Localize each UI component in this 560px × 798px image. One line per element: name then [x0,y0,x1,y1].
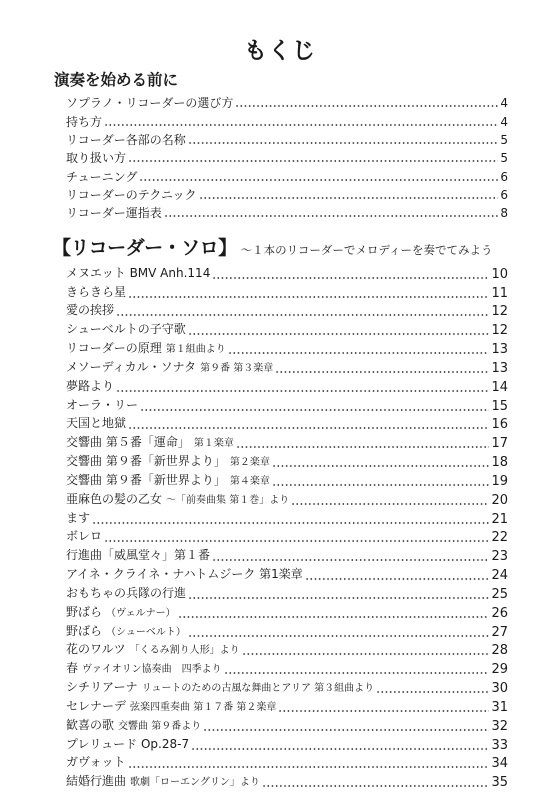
toc-entry-title [66,96,233,110]
page-number: 24 [491,568,508,584]
section-heading-recorder-solo [52,233,492,260]
toc-entry-label: セレナーデ [66,698,127,713]
toc-entry-title [66,435,234,451]
toc-entry[interactable] [66,621,508,640]
toc-entry-note: 第９番 第３楽章 [200,362,274,374]
page-number: 34 [491,756,508,772]
page-number: 8 [500,206,508,221]
toc-entry[interactable] [66,602,508,621]
page-number: 19 [491,473,508,489]
toc-entry[interactable] [66,451,508,470]
toc-entry[interactable] [66,527,508,546]
dot-leader [128,296,489,298]
dot-leader [128,160,498,162]
toc-entry[interactable] [66,202,508,220]
toc-entry-title [66,642,240,658]
toc-entry-label: 歓喜の歌 [66,717,115,732]
page-number: 22 [491,530,508,546]
dot-leader [272,484,490,486]
toc-entry[interactable] [66,414,508,433]
dot-leader [139,179,498,181]
page-number: 4 [500,114,508,129]
page-number: 12 [491,304,508,320]
dot-leader [188,333,490,335]
toc-entry-title [66,115,102,129]
dot-leader [376,691,489,693]
toc-entry-title [66,661,222,677]
page-number: 21 [491,511,508,527]
toc-entry-title [66,206,162,220]
section-subheading: 〜１本のリコーダーでメロディーを奏でてみよう [240,243,493,257]
dot-leader [291,503,489,505]
dot-leader [128,427,489,429]
toc-entry-title [66,680,374,696]
toc-entry[interactable] [66,147,508,165]
page-number: 10 [491,266,508,282]
toc-entry-label: リコーダー各部の名称 [66,132,186,147]
page-title: もくじ [244,38,316,64]
toc-entry-note: 第１組曲より [165,344,226,356]
toc-entry-title [66,133,186,147]
dot-leader [203,729,489,731]
page-number: 30 [491,681,508,697]
dot-leader [305,578,490,580]
toc-entry[interactable] [66,282,508,301]
toc-entry[interactable] [66,771,508,790]
toc-entry-title [66,285,126,301]
toc-entry[interactable] [66,677,508,696]
page-number: 14 [491,379,508,395]
dot-leader [104,540,489,542]
page-number: 23 [491,549,508,565]
toc-entry-note: 交響曲 第９番より [118,720,202,732]
page-number: 25 [491,586,508,602]
toc-entry-label: 愛の挨拶 [66,303,115,318]
toc-entry-label: 野ばら [66,623,103,638]
page-number: 35 [491,775,508,791]
dot-leader [242,653,490,655]
toc-list-before-playing [66,92,508,220]
toc-entry-title [66,529,102,545]
toc-entry-label: 結婚行進曲 [66,774,127,789]
page-number: 15 [491,398,508,414]
toc-entry-label: 天国と地獄 [66,416,127,431]
toc-entry-label: プレリュード Op.28-7 [66,736,190,751]
toc-entry-note: 弦楽四重奏曲 第１７番 第２楽章 [130,701,277,713]
toc-entry-label: 交響曲 第９番「新世界より」 [66,454,226,469]
dot-leader [212,277,489,279]
page-number: 18 [491,455,508,471]
toc-entry-label: チューニング [66,169,138,184]
toc-entry-label: リコーダーの原理 [66,341,162,356]
toc-entry-label: 交響曲 第５番「運命」 [66,435,190,450]
toc-entry-label: ます [66,510,91,525]
toc-entry[interactable] [66,129,508,147]
page-number: 6 [500,169,508,184]
toc-entry-title [66,454,270,470]
toc-entry-title [66,492,289,508]
toc-entry-title [66,303,114,319]
toc-entry-title [66,511,90,527]
toc-entry-title [66,737,189,753]
page-number: 29 [491,662,508,678]
toc-entry[interactable] [66,489,508,508]
toc-entry[interactable] [66,376,508,395]
page-number: 12 [491,323,508,339]
toc-entry-label: 春 [66,661,79,676]
dot-leader [178,616,490,618]
dot-leader [262,785,490,787]
toc-entry[interactable] [66,301,508,320]
toc-entry-label: アイネ・クライネ・ナハトムジーク 第1楽章 [66,567,303,582]
dot-leader [275,371,489,373]
toc-entry-title [66,188,197,202]
toc-entry-title [66,151,126,165]
page-number: 31 [491,699,508,715]
page-number: 32 [491,718,508,734]
dot-leader [92,522,489,524]
section-heading-title: 【リコーダー・ソロ】 [52,237,237,259]
dot-leader [140,409,489,411]
page-number: 33 [491,737,508,753]
dot-leader [164,215,499,217]
toc-entry-note: （シューベルト） [106,626,186,638]
page-number: 11 [491,285,508,301]
toc-entry-title [66,605,176,621]
toc-entry-note: ヴァイオリン協奏曲 四季より [82,664,222,676]
toc-entry[interactable] [66,92,508,110]
toc-entry-title [66,416,126,432]
toc-entry-title [66,774,260,790]
toc-entry-label: オーラ・リー [66,397,139,412]
toc-entry[interactable] [66,696,508,715]
dot-leader [278,710,489,712]
toc-entry[interactable] [66,734,508,753]
toc-entry[interactable] [66,583,508,602]
toc-entry[interactable] [66,753,508,772]
dot-leader [128,766,490,768]
toc-entry[interactable] [66,338,508,357]
toc-entry-title [66,624,186,640]
page-number: 16 [491,417,508,433]
page-number: 4 [500,96,508,111]
section-heading-before-playing: 演奏を始める前に [54,71,179,89]
dot-leader [224,672,490,674]
page-number: 28 [491,643,508,659]
toc-entry-note: 〜「前奏曲集 第１巻」より [166,494,290,506]
page-number: 6 [500,187,508,202]
toc-entry[interactable] [66,357,508,376]
toc-entry-note: 「くるみ割り人形」より [129,645,240,657]
page-number: 5 [500,132,508,147]
toc-entry[interactable] [66,395,508,414]
dot-leader [212,559,489,561]
page-number: 27 [491,624,508,640]
toc-entry-note: 第１楽章 [193,438,234,450]
toc-entry-label: おもちゃの兵隊の行進 [66,585,187,600]
toc-entry[interactable] [66,658,508,677]
page-number: 5 [500,151,508,166]
dot-leader [235,105,498,107]
toc-entry-label: シューベルトの子守歌 [66,322,186,337]
dot-leader [228,352,490,354]
toc-entry-title [66,755,126,771]
page-number: 13 [491,360,508,376]
page-number: 17 [491,436,508,452]
dot-leader [104,124,498,126]
toc-entry-title [66,548,210,564]
toc-entry-label: 野ばら [66,604,103,619]
toc-entry-title [66,322,186,338]
toc-entry-title [66,567,303,583]
toc-entry-note: 歌劇「ローエングリン」より [130,777,260,789]
toc-entry-label: 取り扱い方 [66,151,127,166]
toc-entry-title [66,341,226,357]
toc-entry-label: 花のワルツ [66,642,126,657]
toc-entry-note: リュートのための古風な舞曲とアリア 第３組曲より [141,683,375,695]
dot-leader [236,446,490,448]
toc-entry[interactable] [66,165,508,183]
dot-leader [191,748,489,750]
toc-entry[interactable] [66,508,508,527]
toc-entry[interactable] [66,432,508,451]
page-number: 20 [491,492,508,508]
dot-leader [199,197,499,199]
toc-entry-label: ソプラノ・リコーダーの選び方 [66,96,234,111]
toc-entry-label: ボレロ [66,529,103,544]
toc-entry-note: 第２楽章 [229,457,270,469]
toc-entry-label: 夢路より [66,378,115,393]
toc-entry-label: メソーディカル・ソナタ [66,359,197,374]
toc-entry-label: ガヴォット [66,755,126,770]
toc-entry[interactable] [66,319,508,338]
dot-leader [188,597,489,599]
page-number: 13 [491,342,508,358]
toc-entry-label: 交響曲 第９番「新世界より」 [66,472,226,487]
toc-entry[interactable] [66,110,508,128]
toc-entry[interactable] [66,640,508,659]
toc-entry-label: 行進曲「威風堂々」第１番 [66,548,211,563]
toc-entry[interactable] [66,263,508,282]
toc-entry-title [66,266,210,282]
dot-leader [188,142,499,144]
dot-leader [272,465,490,467]
toc-entry-label: きらきら星 [66,284,127,299]
toc-entry-label: リコーダー運指表 [66,206,162,221]
toc-entry[interactable] [66,470,508,489]
toc-entry-title [66,170,137,184]
toc-entry-title [66,718,201,734]
toc-entry-title [66,699,276,715]
dot-leader [188,635,490,637]
toc-entry-note: 第４楽章 [229,475,270,487]
toc-entry-title [66,586,186,602]
toc-entry-label: 亜麻色の髪の乙女 [66,491,163,506]
dot-leader [116,314,489,316]
toc-entry-label: シチリアーナ [66,680,138,695]
toc-entry-title [66,379,114,395]
toc-entry[interactable] [66,564,508,583]
toc-entry-label: 持ち方 [66,114,103,129]
toc-entry-note: （ヴェルナー） [106,607,176,619]
toc-entry-title [66,360,273,376]
toc-list-recorder-solo [66,263,508,790]
toc-entry[interactable] [66,184,508,202]
toc-entry-label: リコーダーのテクニック [66,187,197,202]
toc-entry-title [66,473,270,489]
toc-entry-title [66,398,138,414]
page-number: 26 [491,605,508,621]
toc-entry-label: メヌエット BMV Anh.114 [66,265,211,280]
toc-entry[interactable] [66,545,508,564]
toc-entry[interactable] [66,715,508,734]
dot-leader [116,390,489,392]
